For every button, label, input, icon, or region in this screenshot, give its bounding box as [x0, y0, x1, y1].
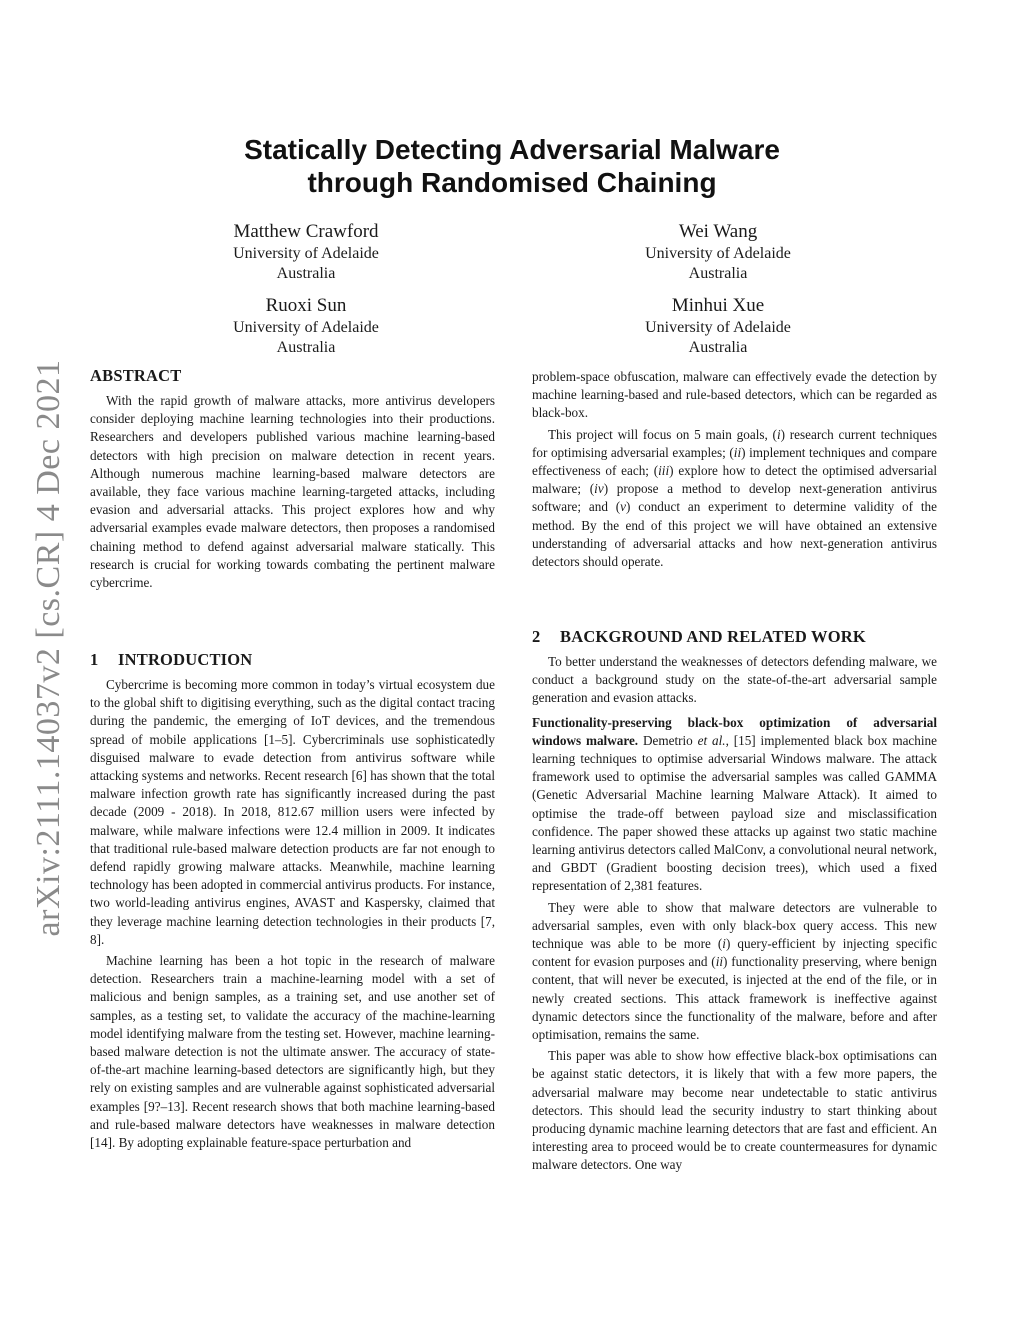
intro-section [90, 650, 495, 1152]
runin-heading: Functionality-preserving black-box optimization of adversarial windows malware. [532, 714, 937, 748]
paper-title [160, 133, 864, 199]
goals-paragraph: This project will focus on 5 main goals, (i) research current techniques for optimising adversarial examples; (ii) implement techniques and compare effectiveness of each; (iii) explore how to detect the optimised adversarial malware; (iv) propose a method to develop next-generation antivirus software; and (v) conduct an experiment to determine validity of the method. By the end of this project we will have obtained an extensive understanding of adversarial attacks and how next-generation antivirus detectors should operate. [532, 426, 938, 570]
author-block-1 [156, 220, 456, 284]
author-affiliation: University of Adelaide [645, 319, 791, 336]
section-number: 2 [532, 627, 541, 646]
right-column-top [532, 368, 937, 571]
author-country: Australia [276, 265, 336, 282]
author-name: Wei Wang [678, 221, 758, 242]
title-line-2: through Randomised Chaining [307, 167, 717, 198]
author-country: Australia [276, 339, 336, 356]
background-paragraph-1: To better understand the weaknesses of detectors defending malware, we conduct a background study on the state-of-the-art adversarial sample generation and evasion attacks. [532, 654, 937, 706]
author-name: Minhui Xue [671, 295, 765, 316]
author-affiliation: University of Adelaide [233, 245, 379, 262]
arxiv-side-label: arXiv:2111.14037v2 [cs.CR] 4 Dec 2021 [30, 359, 67, 937]
author-name: Ruoxi Sun [265, 295, 347, 316]
author-country: Australia [688, 339, 748, 356]
left-column [90, 366, 495, 592]
author-block-2 [568, 220, 868, 284]
author-affiliation: University of Adelaide [233, 319, 379, 336]
background-section [532, 627, 937, 1175]
section-title: BACKGROUND AND RELATED WORK [560, 627, 866, 646]
section-number: 1 [90, 650, 99, 669]
background-heading [532, 627, 937, 647]
intro-paragraph-2: Machine learning has been a hot topic in the research of malware detection. Researchers train a machine-learning model with a set of malicious and benign samples, as a training set, and use another set of samples, as a testing set, to validate the accuracy of the machine-learning model identifying malware from the testing set. However, machine learning-based malware detection is not the ultimate answer. The accuracy of state-of-the-art machine learning-based detectors are significantly high, but they rely on existing samples and are vulnerable against sophisticated adversarial examples [9?–13]. Recent research shows that both machine learning-based and rule-based malware detectors have weaknesses in malware detection [14]. By adopting explainable feature-space perturbation and [90, 953, 495, 1151]
background-paragraph-2: Functionality-preserving black-box optimization of adversarial windows malware. Demetrio et al., [15] implemented black box machine learning techniques to optimise adversarial Windows malware. The attack framework used to optimise the adversarial samples was called GAMMA (Genetic Adversarial Machine learning Malware Attack). It aimed to optimise the trade-off between payload size and misclassification confidence. The paper showed these attacks up against two static machine learning antivirus detectors called MalConv, a convolutional neural network, and GBDT (Gradient boosting decision trees), which used a fixed representation of 2,381 features. [532, 714, 937, 894]
abstract-heading: ABSTRACT [90, 366, 182, 385]
author-block-4 [568, 294, 868, 358]
author-name: Matthew Crawford [233, 221, 379, 242]
title-line-1: Statically Detecting Adversarial Malware [244, 134, 780, 165]
author-block-3 [156, 294, 456, 358]
abstract-text: With the rapid growth of malware attacks, more antivirus developers consider deploying machine learning technologies into their productions. Researchers and developers published various machine learning-based detectors with high precision on malware detection in recent years. Although numerous machine learning-based malware detectors are available, they face various machine learning-targeted attacks, including evasion and adversarial attacks. This project explores how and why adversarial examples evade malware detectors, then proposes a randomised chaining method to defend against adversarial malware statically. This research is crucial for working towards combating the pertinent malware cybercrime. [90, 393, 495, 591]
section-title: INTRODUCTION [118, 650, 253, 669]
author-affiliation: University of Adelaide [645, 245, 791, 262]
intro-paragraph-1: Cybercrime is becoming more common in today’s virtual ecosystem due to the global shift to digitising everything, such as the digital contact tracing during the pandemic, the emerging of IoT devices, and the tremendous spread of mobile applications [1–5]. Cybercriminals use sophisticatedly disguised malware to evade detection from antivirus software while attacking systems and networks. Recent research [6] has shown that the total malware infection growth rate has significantly increased during the past decade (2009 - 2018). In 2018, 812.67 million users were infected by malware, while malware infections were 12.4 million in 2009. It indicates that traditional rule-based malware detection products are far not enough to defend rapidly growing malware attacks. Meanwhile, machine learning technology has been adopted in commercial antivirus products. For instance, two world-leading antivirus engines, AVAST and Kaspersky, claimed that they leverage machine learning detection technologies in their products [7, 8]. [90, 677, 495, 947]
author-country: Australia [688, 265, 748, 282]
continuation-paragraph: problem-space obfuscation, malware can effectively evade the detection by machine learning-based and rule-based detectors, which can be regarded as black-box. [532, 369, 937, 421]
intro-heading [90, 650, 495, 670]
background-paragraph-3: They were able to show that malware detectors are vulnerable to adversarial samples, even with only black-box query access. This new technique was able to be more (i) query-efficient by injecting specific content for evasion purposes and (ii) functionality preserving, where benign content, that will never be executed, is injected at the end of the file, or in newly created sections. This attack framework is ineffective against dynamic detectors since the functionality of the malware, before and after optimisation, remains the same. [532, 899, 937, 1043]
background-paragraph-4: This paper was able to show how effective black-box optimisations can be against static detectors, it is likely that with a few more papers, the adversarial malware may become near undetectable to static antivirus detectors. This should lead the security industry to start thinking about producing dynamic machine learning detectors that are fast and efficient. An interesting area to proceed would be to create countermeasures for dynamic malware detectors. One way [532, 1048, 937, 1173]
